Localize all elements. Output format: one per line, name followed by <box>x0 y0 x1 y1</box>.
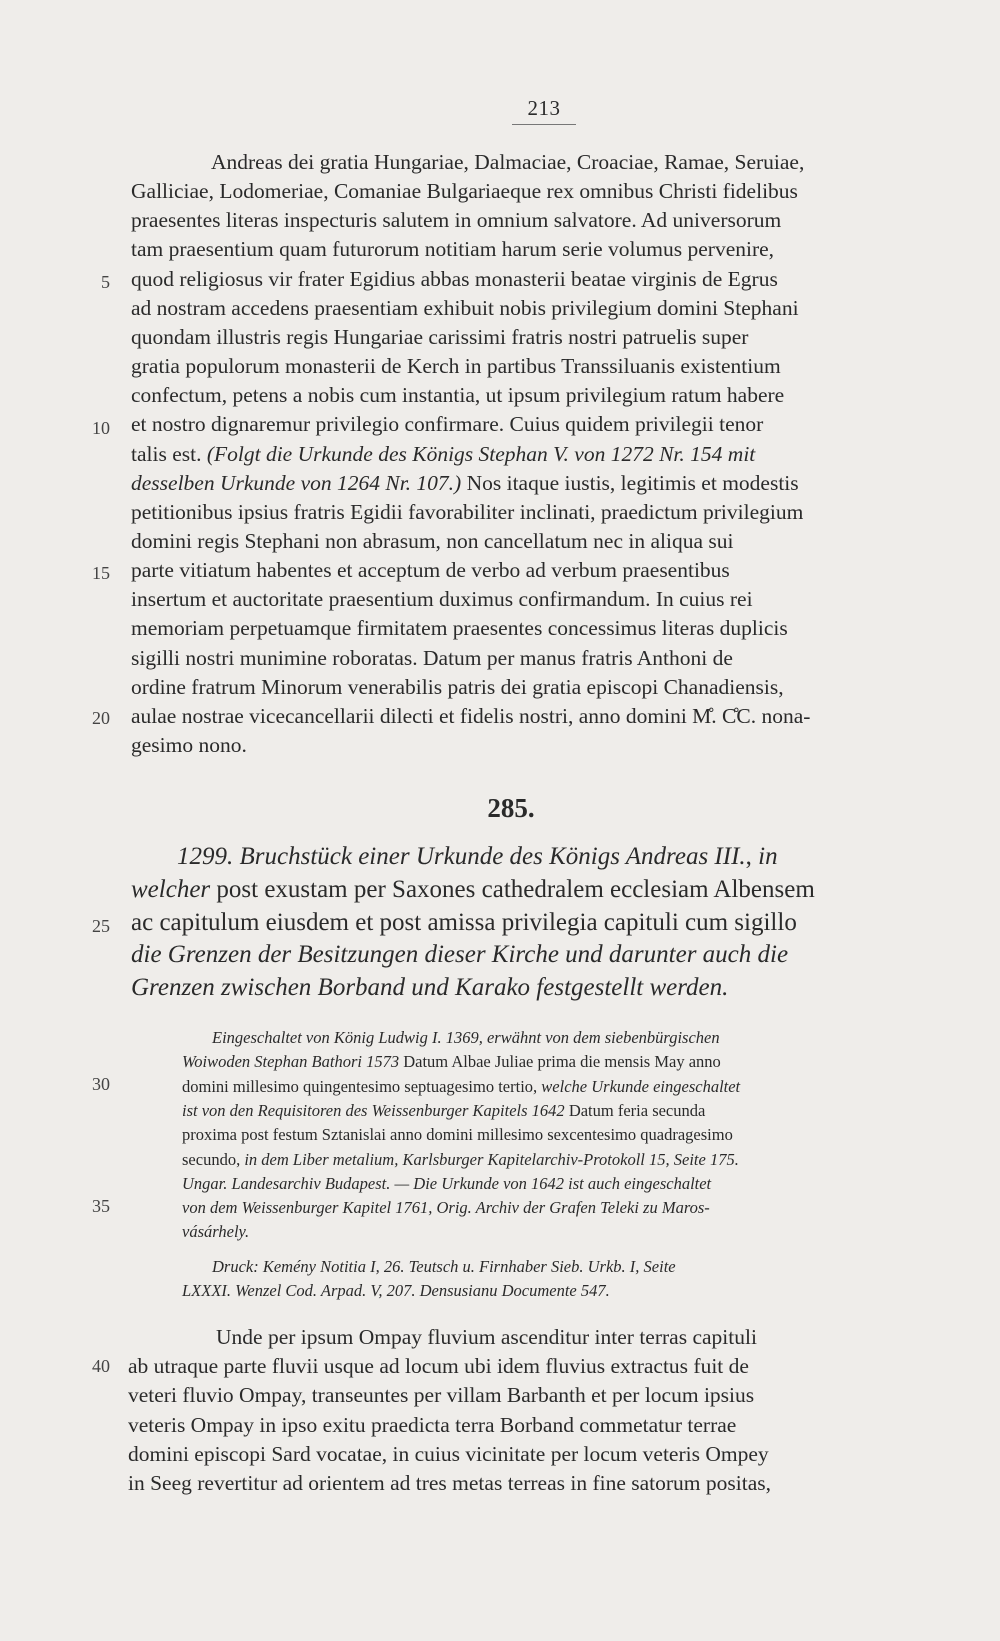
text-line <box>131 704 810 729</box>
text-line <box>131 442 755 467</box>
italic-text-span: welcher <box>131 875 211 903</box>
line-number: 10 <box>92 418 110 438</box>
italic-text-span: Druck: Kemény Notitia I, 26. Teutsch u. Firnhaber Sieb. Urkb. I, Seite <box>212 1256 676 1276</box>
text-span: proxima post festum Sztanislai anno domini millesimo sexcentesimo quadragesimo <box>182 1125 733 1145</box>
text-span: ab utraque parte fluvii usque ad locum ubi idem fluvius extractus fuit de <box>128 1354 749 1379</box>
text-line <box>212 1028 720 1048</box>
italic-text-span: Ungar. Landesarchiv Budapest. — Die Urkunde von 1642 ist auch eingeschaltet <box>182 1173 712 1193</box>
text-line <box>128 1442 769 1467</box>
text-line <box>131 500 803 525</box>
text-span: domini regis Stephani non abrasum, non cancellatum nec in aliqua sui <box>131 528 734 553</box>
text-span: parte vitiatum habentes et acceptum de verbo ad verbum praesentibus <box>131 558 730 583</box>
text-line <box>182 1222 249 1242</box>
text-span: domini episcopi Sard vocatae, in cuius vicinitate per locum veteris Ompey <box>128 1441 769 1466</box>
text-span: Nos itaque iustis, legitimis et modestis <box>461 470 799 495</box>
text-span: talis est. <box>131 441 207 466</box>
italic-text-span: in dem Liber metalium, Karlsburger Kapitelarchiv-Protokoll 15, Seite 175. <box>244 1149 739 1169</box>
text-line <box>131 237 774 262</box>
italic-text-span: vásárhely. <box>182 1222 250 1242</box>
text-line <box>128 1413 736 1438</box>
text-line <box>131 529 733 554</box>
italic-text-span: Eingeschaltet von König Ludwig I. 1369, erwähnt von dem siebenbürgischen <box>212 1028 720 1047</box>
text-line <box>128 1471 771 1496</box>
text-span: ac capitulum eiusdem et post amissa privilegia capituli cum sigillo <box>131 908 797 936</box>
italic-text-span: von dem Weissenburger Kapitel 1761, Orig. Archiv der Grafen Teleki zu Maros- <box>182 1198 710 1218</box>
text-line <box>182 1077 740 1097</box>
text-span: quondam illustris regis Hungariae carissimi fratris nostri patruelis super <box>131 324 749 349</box>
text-span: memoriam perpetuamque firmitatem praesentes concessimus literas duplicis <box>131 616 788 641</box>
text-span: et nostro dignaremur privilegio confirmare. Cuius quidem privilegii tenor <box>131 412 764 437</box>
text-span: Andreas dei gratia Hungariae, Dalmaciae, Croaciae, Ramae, Seruiae, <box>211 150 805 174</box>
text-span: , <box>745 843 759 870</box>
text-line <box>131 876 815 904</box>
text-line <box>131 267 778 292</box>
text-line <box>131 208 781 233</box>
text-line <box>131 909 797 937</box>
text-span: gratia populorum monasterii de Kerch in partibus Transsiluanis existentium <box>131 354 781 379</box>
text-line <box>128 1383 754 1408</box>
italic-text-span: ist von den Requisitoren des Weissenburger Kapitels 1642 <box>182 1100 565 1120</box>
italic-text-span: (Folgt die Urkunde des Königs Stephan V. von 1272 Nr. 154 mit <box>206 441 756 466</box>
text-span: veteri fluvio Ompay, transeuntes per villam Barbanth et per locum ipsius <box>128 1383 755 1408</box>
line-number: 15 <box>92 563 110 583</box>
text-line <box>131 616 788 641</box>
text-span: aulae nostrae vicecancellarii dilecti et fidelis nostri, anno domini M̊. C̊C. nona- <box>131 703 811 728</box>
text-line <box>211 150 804 175</box>
text-span: insertum et auctoritate praesentium duximus confirmandum. In cuius rei <box>131 587 753 612</box>
text-line <box>131 941 788 969</box>
text-line <box>182 1101 705 1121</box>
text-span: ad nostram accedens praesentiam exhibuit nobis privilegium domini Stephani <box>131 295 799 320</box>
text-span: Galliciae, Lodomeriae, Comaniae Bulgariaeque rex omnibus Christi fidelibus <box>131 179 798 204</box>
text-line <box>131 558 730 583</box>
text-line <box>131 412 763 437</box>
text-span: Datum Albae Juliae prima die mensis May anno <box>399 1052 721 1072</box>
text-line <box>182 1052 721 1072</box>
italic-text-span: 1299. Bruchstück einer Urkunde des Königs Andreas III. <box>177 843 746 870</box>
italic-text-span: Grenzen zwischen Borband und Karako festgestellt werden. <box>131 974 729 1002</box>
italic-text-span: welche Urkunde eingeschaltet <box>541 1076 741 1096</box>
italic-text-span: LXXXI. Wenzel Cod. Arpad. V, 207. Densusianu Documente 547. <box>182 1281 610 1300</box>
text-line <box>131 646 733 671</box>
text-span: tam praesentium quam futurorum notitiam harum serie volumus pervenire, <box>131 237 775 262</box>
text-line <box>131 179 798 204</box>
italic-text-span: Woiwoden Stephan Bathori 1573 <box>182 1052 400 1072</box>
text-span: praesentes literas inspecturis salutem in omnium salvatore. Ad universorum <box>131 208 782 233</box>
text-span: in Seeg revertitur ad orientem ad tres metas terreas in fine satorum positas, <box>128 1471 771 1495</box>
text-line <box>177 843 778 871</box>
italic-text-span: in <box>758 843 778 870</box>
text-span: Datum feria secunda <box>564 1100 706 1120</box>
line-number: 20 <box>92 708 110 728</box>
text-line <box>131 471 799 496</box>
text-span: Unde per ipsum Ompay fluvium ascenditur inter terras capituli <box>216 1325 757 1349</box>
text-line <box>131 675 784 700</box>
text-line <box>182 1174 711 1194</box>
text-span: post exustam per Saxones cathedralem ecclesiam Albensem <box>210 875 815 903</box>
line-number: 30 <box>92 1074 110 1094</box>
line-number: 25 <box>92 916 110 936</box>
italic-text-span: die Grenzen der Besitzungen dieser Kirche und darunter auch die <box>131 941 789 969</box>
text-line <box>182 1150 739 1170</box>
italic-text-span: desselben Urkunde von 1264 Nr. 107.) <box>131 470 462 495</box>
text-span: veteris Ompay in ipso exitu praedicta terra Borband commetatur terrae <box>128 1412 737 1437</box>
line-number: 5 <box>101 272 110 292</box>
document-number: 285. <box>487 793 535 823</box>
text-span: gesimo nono. <box>131 733 247 757</box>
text-span: domini millesimo quingentesimo septuagesimo tertio, <box>182 1076 542 1096</box>
text-span: petitionibus ipsius fratris Egidii favorabiliter inclinati, praedictum privilegium <box>131 499 804 524</box>
text-line <box>131 733 247 758</box>
text-line <box>128 1354 749 1379</box>
text-span: confectum, petens a nobis cum instantia, ut ipsum privilegium ratum habere <box>131 383 785 408</box>
text-span: ordine fratrum Minorum venerabilis patris dei gratia episcopi Chanadiensis, <box>131 674 784 699</box>
text-line <box>131 587 753 612</box>
text-line <box>131 325 748 350</box>
text-line <box>131 354 781 379</box>
text-line <box>131 974 728 1002</box>
line-number: 35 <box>92 1196 110 1216</box>
text-line <box>182 1198 710 1218</box>
text-span: quod religiosus vir frater Egidius abbas monasterii beatae virginis de Egrus <box>131 266 778 291</box>
page-number: 213 <box>512 96 576 125</box>
text-span: secundo, <box>182 1149 245 1169</box>
text-span: sigilli nostri munimine roboratas. Datum per manus fratris Anthoni de <box>131 645 733 670</box>
text-line <box>182 1125 733 1145</box>
text-line <box>212 1257 676 1277</box>
text-line <box>182 1281 610 1301</box>
text-line <box>131 296 799 321</box>
line-number: 40 <box>92 1356 110 1376</box>
text-line <box>216 1325 757 1350</box>
text-line <box>131 383 784 408</box>
